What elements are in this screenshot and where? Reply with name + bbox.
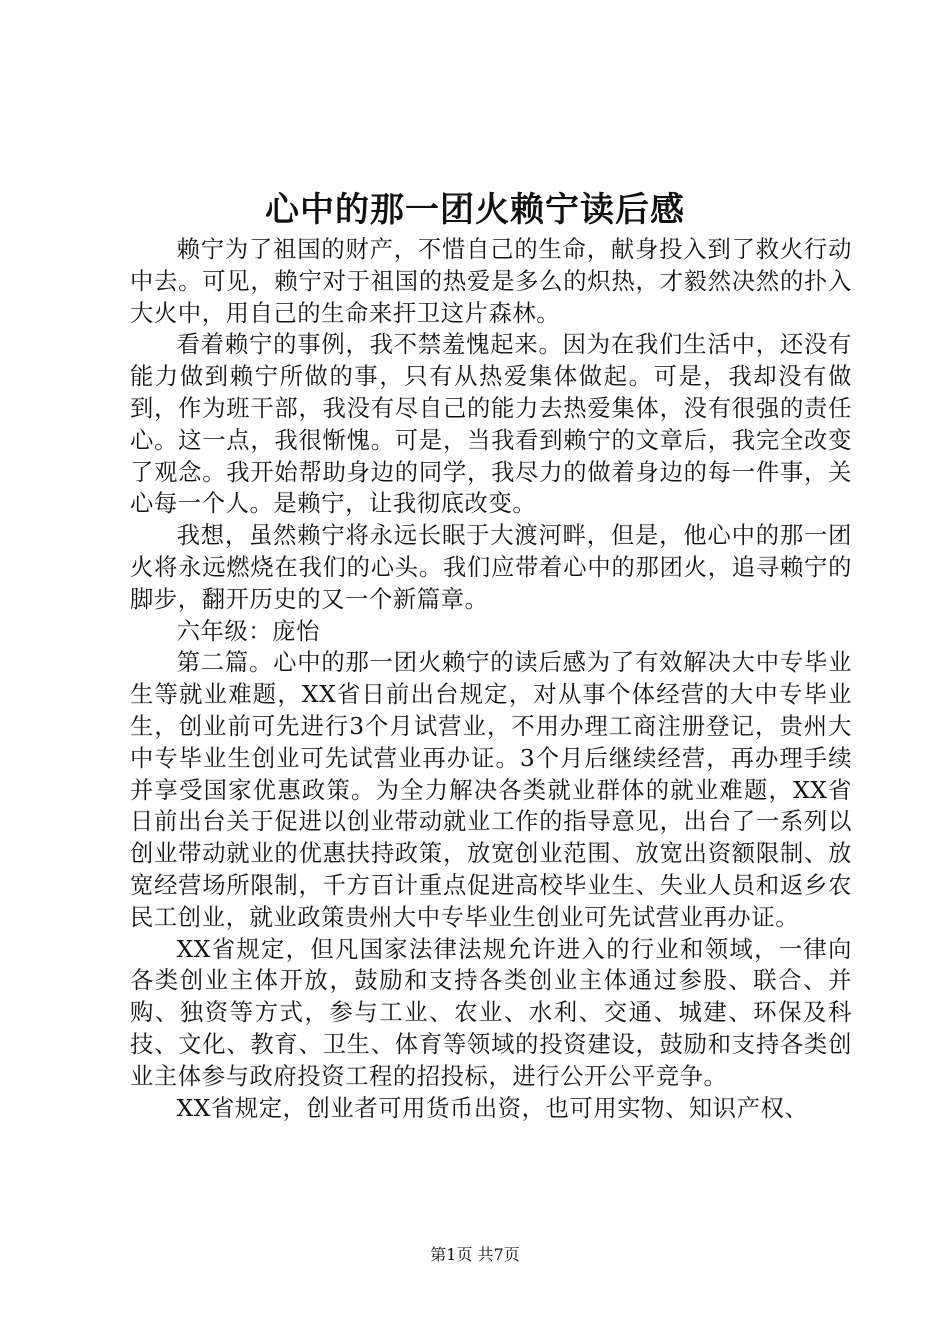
author-line: 六年级：庞怡 xyxy=(176,617,320,645)
paragraph: 看着赖宁的事例，我不禁羞愧起来。因为在我们生活中，还没有能力做到赖宁所做的事，只有从热爱集体做起。可是，我却没有做到，作为班干部，我没有尽自己的能力去热爱集体，没有很强的责任心。这一点，我很惭愧。可是，当我看到赖宁的文章后，我完全改变了观念。我开始帮助身边的同学，我尽力的做着身边的每一件事，关心每一个人。是赖宁，让我彻底改变。 xyxy=(130,331,852,518)
document-title: 心中的那一团火赖宁读后感 xyxy=(265,190,685,230)
paragraph: XX省规定，但凡国家法律法规允许进入的行业和领域，一律向各类创业主体开放，鼓励和支持各类创业主体通过参股、联合、并购、独资等方式，参与工业、农业、水利、交通、城建、环保及科技、文化、教育、卫生、体育等领域的投资建设，鼓励和支持各类创业主体参与政府投资工程的招投标，进行公开公平竞争。 xyxy=(130,935,852,1090)
paragraph: XX省规定，创业者可用货币出资，也可用实物、知识产权、 xyxy=(176,1094,809,1122)
paragraph: 第二篇。心中的那一团火赖宁的读后感为了有效解决大中专毕业生等就业难题，XX省日前出台规定，对从事个体经营的大中专毕业生，创业前可先进行3个月试营业，不用办理工商注册登记，贵州大中专毕业生创业可先试营业再办证。3个月后继续经营，再办理手续并享受国家优惠政策。为全力解决各类就业群体的就业难题，XX省日前出台关于促进以创业带动就业工作的指导意见，出台了一系列以创业带动就业的优惠扶持政策，放宽创业范围、放宽出资额限制、放宽经营场所限制，千方百计重点促进高校毕业生、失业人员和返乡农民工创业，就业政策贵州大中专毕业生创业可先试营业再办证。 xyxy=(130,649,852,931)
page-footer: 第1页 共7页 xyxy=(430,1245,520,1264)
document-body xyxy=(130,234,852,1124)
paragraph: 赖宁为了祖国的财产，不惜自己的生命，献身投入到了救火行动中去。可见，赖宁对于祖国的热爱是多么的炽热，才毅然决然的扑入大火中，用自己的生命来扞卫这片森林。 xyxy=(130,236,852,327)
paragraph: 我想，虽然赖宁将永远长眠于大渡河畔，但是，他心中的那一团火将永远燃烧在我们的心头。我们应带着心中的那团火，追寻赖宁的脚步，翻开历史的又一个新篇章。 xyxy=(130,522,852,613)
